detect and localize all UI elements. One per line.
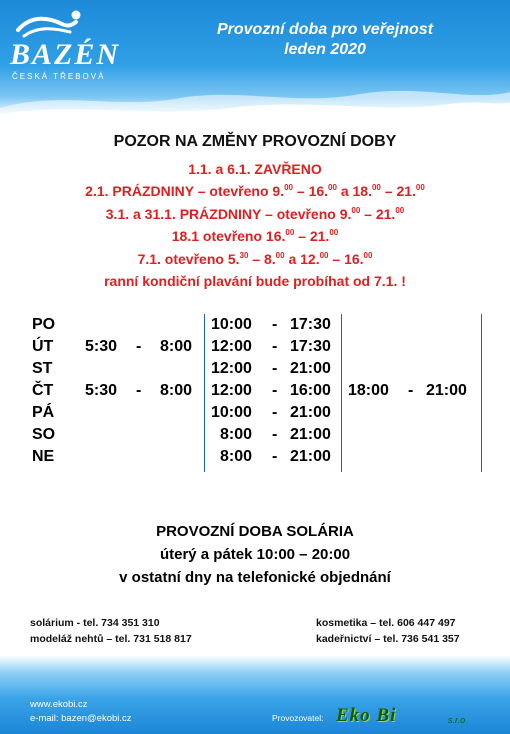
- day-time-to: 16:00: [290, 382, 331, 399]
- notice-text: 7.1. otevřeno 5.: [137, 250, 240, 267]
- day-time-to: 21:00: [290, 360, 331, 377]
- notice-text: – 21.: [294, 228, 330, 245]
- column-divider: [204, 314, 205, 472]
- day-label: PÁ: [32, 404, 55, 421]
- notice-sup: 00: [415, 183, 425, 193]
- page-title: [150, 20, 500, 60]
- day-time-from: 8:00: [220, 426, 253, 443]
- notice-text: – 8.: [248, 250, 276, 267]
- notice-text: – 16.: [328, 250, 364, 267]
- notice-sup: 00: [328, 183, 337, 193]
- notice-line-5: [0, 248, 510, 270]
- day-time-to: 21:00: [290, 448, 331, 465]
- notice-sup: 00: [319, 250, 329, 260]
- notice-line-3: [0, 203, 510, 225]
- morning-time-from: 5:30: [85, 338, 118, 355]
- notice-sup: 00: [275, 250, 285, 260]
- morning-time-to: 8:00: [160, 382, 193, 399]
- notice-text: – 21.: [380, 183, 416, 200]
- day-time-from: 10:00: [211, 404, 252, 421]
- solarium-note: v ostatní dny na telefonické objednání: [119, 569, 391, 586]
- time-dash: -: [272, 382, 278, 399]
- notice-line-2: [0, 180, 510, 202]
- day-time-from: 12:00: [211, 382, 252, 399]
- swimmer-wave-icon: [14, 8, 94, 38]
- day-label: ČT: [32, 382, 54, 399]
- notice-text: – 21.: [360, 205, 396, 222]
- contact-nails: modeláž nehtů – tel. 731 518 817: [30, 633, 192, 645]
- bazen-logo: [6, 6, 126, 86]
- time-dash: -: [272, 426, 278, 443]
- notice-text: a 12.: [284, 250, 320, 267]
- notice-text: 18.1 otevřeno 16.: [171, 228, 286, 245]
- day-label: NE: [32, 448, 55, 465]
- evening-time-to: 21:00: [426, 382, 467, 399]
- day-time-to: 17:30: [290, 316, 331, 333]
- day-time-to: 21:00: [290, 404, 331, 421]
- day-time-from: 8:00: [220, 448, 253, 465]
- contact-cosmetics: kosmetika – tel. 606 447 497: [316, 617, 456, 629]
- morning-time-from: 5:30: [85, 382, 118, 399]
- email-link[interactable]: e-mail: bazen@ekobi.cz: [30, 713, 132, 724]
- notice-sup: 00: [351, 205, 361, 215]
- time-dash: -: [272, 360, 278, 377]
- day-time-from: 12:00: [211, 360, 252, 377]
- day-time-to: 17:30: [290, 338, 331, 355]
- day-label: ST: [32, 360, 53, 377]
- day-label: SO: [32, 426, 56, 443]
- ekobi-logo: Eko Bi: [336, 705, 397, 726]
- time-dash: -: [408, 382, 414, 399]
- notice-block: [0, 158, 510, 292]
- logo-subtitle: ČESKÁ TŘEBOVÁ: [12, 72, 106, 81]
- notice-sup: 00: [371, 183, 381, 193]
- notice-text: 2.1. PRÁZDNINY – otevřeno 9.: [85, 183, 285, 200]
- notice-line-6: ranní kondiční plavání bude probíhat od 7.1. !: [104, 273, 406, 290]
- notice-sup: 00: [285, 228, 295, 238]
- time-dash: -: [272, 338, 278, 355]
- day-time-from: 12:00: [211, 338, 252, 355]
- evening-time-from: 18:00: [348, 382, 389, 399]
- solarium-heading: PROVOZNÍ DOBA SOLÁRIA: [156, 523, 354, 540]
- time-dash: -: [272, 448, 278, 465]
- contact-solarium: solárium - tel. 734 351 310: [30, 617, 160, 629]
- notice-heading: POZOR NA ZMĚNY PROVOZNÍ DOBY: [113, 133, 397, 150]
- notice-text: a 18.: [336, 183, 372, 200]
- notice-line-1: 1.1. a 6.1. ZAVŘENO: [188, 161, 322, 177]
- notice-sup: 00: [284, 183, 293, 193]
- column-divider: [481, 314, 482, 472]
- website-link[interactable]: www.ekobi.cz: [30, 699, 88, 710]
- day-label: PO: [32, 316, 56, 333]
- time-dash: -: [136, 338, 142, 355]
- day-time-to: 21:00: [290, 426, 331, 443]
- title-line-2: leden 2020: [284, 41, 366, 58]
- day-label: ÚT: [32, 338, 54, 355]
- contact-hairdresser: kadeřnictví – tel. 736 541 357: [316, 633, 460, 645]
- notice-sup: 00: [329, 228, 339, 238]
- time-dash: -: [272, 316, 278, 333]
- footer-banner: [0, 655, 510, 734]
- time-dash: -: [136, 382, 142, 399]
- ekobi-logo-sro: s.r.o: [448, 715, 466, 725]
- notice-line-4: [0, 225, 510, 247]
- time-dash: -: [272, 404, 278, 421]
- title-line-1: Provozní doba pro veřejnost: [216, 21, 434, 38]
- operator-label: Provozovatel:: [272, 713, 324, 723]
- notice-text: – 16.: [293, 183, 329, 200]
- notice-text: 3.1. a 31.1. PRÁZDNINY – otevřeno 9.: [105, 205, 352, 222]
- notice-sup: 30: [239, 250, 249, 260]
- column-divider: [341, 314, 342, 472]
- logo-wordmark: BAZÉN: [10, 38, 121, 71]
- day-time-from: 10:00: [211, 316, 252, 333]
- notice-sup: 00: [395, 205, 405, 215]
- morning-time-to: 8:00: [160, 338, 193, 355]
- header-banner: [0, 0, 510, 118]
- solarium-hours: úterý a pátek 10:00 – 20:00: [159, 546, 351, 563]
- notice-sup: 00: [363, 250, 373, 260]
